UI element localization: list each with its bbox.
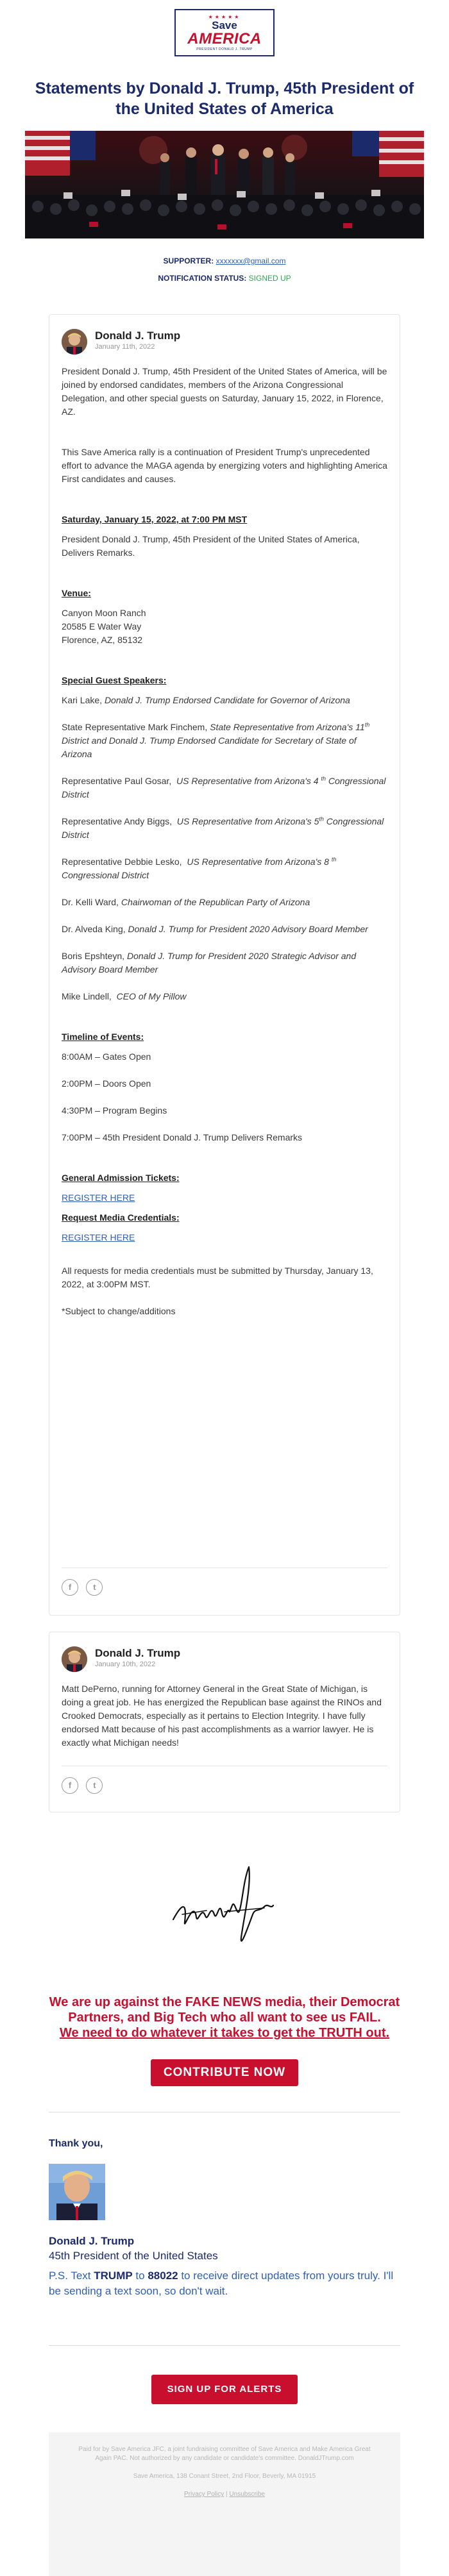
event-remarks: President Donald J. Trump, 45th President of the United States of America, Delivers Remarks. <box>62 534 360 558</box>
speaker-role-part: Congressional District <box>62 870 149 880</box>
post-author: Donald J. Trump <box>95 1647 181 1659</box>
speaker-item <box>62 923 387 936</box>
ordinal-suffix: th <box>364 721 370 728</box>
author-avatar <box>62 1646 87 1672</box>
media-credentials-heading: Request Media Credentials: <box>62 1212 180 1223</box>
speaker-role-part: District and Donald J. Trump Endorsed Candidate for Secretary of State of Arizona <box>62 735 357 759</box>
supporter-label: SUPPORTER: <box>163 256 214 265</box>
speaker-role-part: State Representative from Arizona's 11 <box>210 722 365 732</box>
share-buttons <box>62 1777 108 1796</box>
ga-tickets-heading: General Admission Tickets: <box>62 1173 180 1183</box>
rally-photo-illustration <box>25 131 424 238</box>
speaker-item <box>62 721 387 761</box>
speaker-name: Dr. Alveda King, <box>62 924 126 934</box>
speaker-name: Mike Lindell, <box>62 991 112 1001</box>
speakers-heading: Special Guest Speakers: <box>62 675 167 685</box>
media-deadline-note: All requests for media credentials must be submitted by Thursday, January 13, 2022, at 3:00PM MST. <box>62 1266 373 1289</box>
ga-register-link[interactable]: REGISTER HERE <box>62 1192 135 1203</box>
ps-short-code: 88022 <box>148 2270 178 2282</box>
post-date: January 11th, 2022 <box>95 343 155 351</box>
post-author: Donald J. Trump <box>95 330 181 342</box>
appeal-call-to-action: We need to do whatever it takes to get the TRUTH out. <box>59 2026 390 2040</box>
venue-heading: Venue: <box>62 588 91 598</box>
signature-image <box>168 1861 277 1957</box>
twitter-share-icon[interactable]: t <box>86 1579 103 1596</box>
avatar-portrait-icon <box>62 1646 87 1672</box>
footer-link-separator: | <box>224 2491 230 2498</box>
signoff-title: 45th President of the United States <box>49 2250 218 2262</box>
contribute-now-button[interactable]: CONTRIBUTE NOW <box>151 2059 298 2086</box>
post-rally-text: This Save America rally is a continuation of President Trump's unprecedented effort to advance the MAGA agenda by energizing voters and highlighting America First candidates and causes. <box>62 447 387 484</box>
statement-card <box>49 1632 400 1812</box>
logo-save-text: Save <box>212 19 237 31</box>
appeal-text-part: We are up against the <box>49 1995 185 2009</box>
ordinal-suffix: th <box>331 856 337 863</box>
speaker-item <box>62 896 387 909</box>
portrait-photo-illustration <box>49 2164 105 2220</box>
speaker-name: Dr. Kelli Ward, <box>62 897 119 907</box>
speaker-role-part: Congressional District <box>62 816 384 840</box>
logo-america-text: AMERICA <box>187 30 262 47</box>
venue-city: Florence, AZ, 85132 <box>62 635 143 645</box>
post-date: January 10th, 2022 <box>95 1660 156 1668</box>
post-body <box>62 1682 387 1763</box>
appeal-emphasis: FAIL. <box>349 2011 381 2025</box>
ordinal-suffix: th <box>319 815 324 823</box>
venue-name: Canyon Moon Ranch <box>62 608 146 618</box>
speaker-name: Kari Lake, <box>62 695 103 705</box>
notification-status: SIGNED UP <box>248 274 291 283</box>
appeal-text <box>38 1995 411 2041</box>
speaker-item <box>62 949 387 976</box>
thank-you-text: Thank you, <box>49 2138 103 2149</box>
timeline-item: 2:00PM – Doors Open <box>62 1078 151 1089</box>
trump-portrait <box>49 2164 105 2220</box>
speaker-role-part: US Representative from Arizona's 4 <box>176 776 319 786</box>
speaker-role-part: US Representative from Arizona's 8 <box>187 857 329 867</box>
speaker-name: Representative Andy Biggs, <box>62 816 172 826</box>
privacy-policy-link[interactable]: Privacy Policy <box>184 2491 224 2498</box>
speaker-name: Representative Paul Gosar, <box>62 776 172 786</box>
notification-row <box>0 270 449 287</box>
speaker-role-part: US Representative from Arizona's 5 <box>176 816 319 826</box>
avatar-portrait-icon <box>62 329 87 355</box>
speaker-role: Donald J. Trump for President 2020 Advisory Board Member <box>128 924 368 934</box>
speaker-role: Donald J. Trump for President 2020 Strategic Advisor and Advisory Board Member <box>62 951 357 974</box>
ps-text-part: P.S. Text <box>49 2270 94 2282</box>
venue-address <box>62 606 387 647</box>
page-title: Statements by Donald J. Trump, 45th President of the United States of America <box>35 79 414 118</box>
signoff-block <box>49 2234 218 2263</box>
subscriber-meta <box>0 253 449 287</box>
logo-tagline: PRESIDENT DONALD J. TRUMP <box>196 47 253 51</box>
speaker-item <box>62 694 387 707</box>
ps-text-part: to <box>132 2270 148 2282</box>
footer-links <box>74 2490 375 2499</box>
signoff-name: Donald J. Trump <box>49 2235 135 2247</box>
save-america-logo[interactable] <box>174 9 275 56</box>
author-avatar <box>62 329 87 355</box>
timeline-heading: Timeline of Events: <box>62 1032 144 1042</box>
supporter-row <box>0 253 449 270</box>
event-date-heading: Saturday, January 15, 2022, at 7:00 PM MST <box>62 514 248 524</box>
facebook-share-icon[interactable]: f <box>62 1579 78 1596</box>
post-text: Matt DePerno, running for Attorney General in the Great State of Michigan, is doing a great job. He has energized the Republican base against the RINOs and Crooked Democrats, especially as it pertains to Election Integrity. I have fully endorsed Matt because of his past accomplishments as a warrior lawyer. He is exactly what Michigan needs! <box>62 1684 382 1748</box>
rally-hero-image <box>25 131 424 238</box>
appeal-emphasis: FAKE NEWS <box>185 1995 262 2009</box>
post-intro: President Donald J. Trump, 45th President of the United States of America, will be joined by endorsed candidates, members of the Arizona Congressional Delegation, and other special guests on Saturday, January 15, 2022, in Florence, AZ. <box>62 366 387 417</box>
appeal-line <box>38 1995 411 2025</box>
twitter-share-icon[interactable]: t <box>86 1777 103 1794</box>
speaker-role: Donald J. Trump Endorsed Candidate for Governor of Arizona <box>104 695 350 705</box>
appeal-text-part: media, their Democrat Partners, and Big Tech who all want to see us <box>68 1995 400 2025</box>
ps-text-part: to receive direct updates from yours truly. I'll be sending a text soon, so don't wait. <box>49 2270 394 2297</box>
speaker-item <box>62 990 387 1003</box>
speaker-role-part: Congressional District <box>62 776 386 799</box>
section-divider <box>49 2345 400 2346</box>
share-buttons <box>62 1579 108 1598</box>
ps-text <box>49 2268 400 2299</box>
speaker-item <box>62 855 387 882</box>
timeline-item: 4:30PM – Program Begins <box>62 1105 167 1116</box>
statement-card <box>49 314 400 1616</box>
speaker-role: Chairwoman of the Republican Party of Arizona <box>121 897 310 907</box>
footer-disclaimer: Paid for by Save America JFC, a joint fundraising committee of Save America and Make America Great Again PAC. Not authorized by any candidate or candidate's committee. DonaldJTrump.com <box>78 2446 371 2462</box>
facebook-share-icon[interactable]: f <box>62 1777 78 1794</box>
subject-to-change-note: *Subject to change/additions <box>62 1306 176 1316</box>
supporter-email-link[interactable]: xxxxxxx@gmail.com <box>216 256 286 265</box>
speaker-name: State Representative Mark Finchem, <box>62 722 208 732</box>
logo-stars: ★★★★★ <box>208 14 241 20</box>
speaker-name: Boris Epshteyn, <box>62 951 125 961</box>
speaker-item <box>62 815 387 842</box>
notification-label: NOTIFICATION STATUS: <box>158 274 247 283</box>
speaker-role: CEO of My Pillow <box>116 991 187 1001</box>
media-register-link[interactable]: REGISTER HERE <box>62 1232 135 1242</box>
speaker-name: Representative Debbie Lesko, <box>62 857 182 867</box>
ps-keyword: TRUMP <box>94 2270 133 2282</box>
unsubscribe-link[interactable]: Unsubscribe <box>229 2491 265 2498</box>
speaker-item <box>62 774 387 801</box>
ordinal-suffix: th <box>321 775 326 782</box>
post-body <box>62 365 387 1332</box>
footer-address: Save America, 138 Conant Street, 2nd Floor, Beverly, MA 01915 <box>133 2473 316 2480</box>
sign-up-for-alerts-button[interactable]: SIGN UP FOR ALERTS <box>151 2375 298 2404</box>
venue-street: 20585 E Water Way <box>62 621 142 631</box>
timeline-item: 8:00AM – Gates Open <box>62 1051 151 1062</box>
email-footer <box>49 2432 400 2576</box>
timeline-item: 7:00PM – 45th President Donald J. Trump Delivers Remarks <box>62 1132 303 1142</box>
